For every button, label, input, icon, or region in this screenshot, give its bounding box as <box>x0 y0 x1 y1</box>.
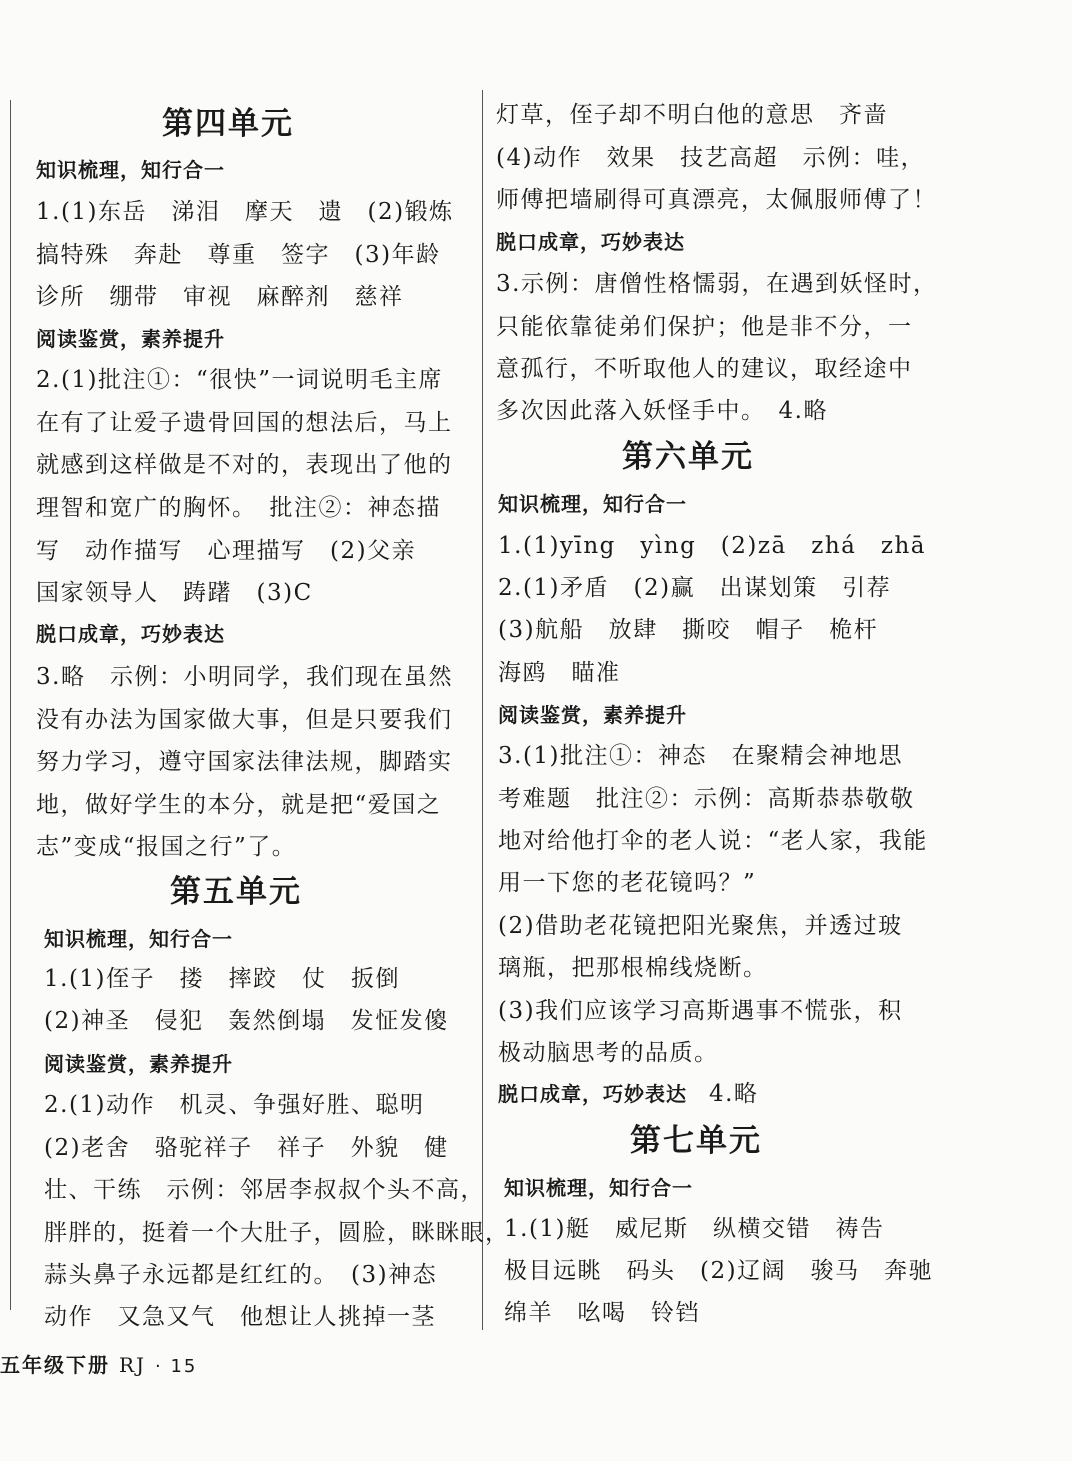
unit6-s1-line-4: 海鸥 瞄准 <box>498 660 621 686</box>
unit7-s1-line-3: 绵羊 吆喝 铃铛 <box>504 1300 700 1326</box>
unit6-s2-line-8: 极动脑思考的品质。 <box>498 1040 719 1066</box>
unit5-s1-line-2: (2)神圣 侵犯 轰然倒塌 发怔发傻 <box>44 1008 449 1034</box>
unit5-title: 第五单元 <box>170 874 302 910</box>
unit6-section3-title <box>498 1080 758 1108</box>
u5-cont-line-2: (4)动作 效果 技艺高超 示例：哇， <box>496 145 926 171</box>
unit4-title: 第四单元 <box>162 106 294 142</box>
unit6-s1-line-1: 1.(1)yīng yìng (2)zā zhá zhā <box>498 533 926 559</box>
unit4-s2-line-4: 理智和宽广的胸怀。 批注②：神态描 <box>36 495 441 521</box>
unit7-title: 第七单元 <box>630 1123 762 1159</box>
unit6-section3-label: 脱口成章，巧妙表达 <box>498 1082 687 1106</box>
unit4-s3-line-3: 努力学习，遵守国家法律法规，脚踏实 <box>36 749 453 775</box>
unit6-s2-line-3: 地对给他打伞的老人说：“老人家，我能 <box>498 828 928 854</box>
unit7-s1-line-1: 1.(1)艇 威尼斯 纵横交错 祷告 <box>504 1216 885 1242</box>
unit4-s1-line-1: 1.(1)东岳 涕泪 摩天 遗 (2)锻炼 <box>36 199 454 225</box>
unit6-s2-line-5: (2)借助老花镜把阳光聚焦，并透过玻 <box>498 913 903 939</box>
unit4-s3-line-2: 没有办法为国家做大事，但是只要我们 <box>36 707 453 733</box>
unit4-section3-title: 脱口成章，巧妙表达 <box>36 622 225 646</box>
unit5-section1-title: 知识梳理，知行合一 <box>44 927 233 951</box>
unit4-s2-line-6: 国家领导人 踌躇 (3)C <box>36 580 313 606</box>
unit4-section1-title: 知识梳理，知行合一 <box>36 158 225 182</box>
unit5-s2-line-3: 壮、干练 示例：邻居李叔叔个头不高， <box>44 1177 485 1203</box>
u5-s3-line-3: 意孤行，不听取他人的建议，取经途中 <box>496 356 913 382</box>
unit6-s2-line-4: 用一下您的老花镜吗？” <box>498 870 757 896</box>
unit6-s2-line-2: 考难题 批注②：示例：高斯恭恭敬敬 <box>498 786 915 812</box>
unit7-s1-line-2: 极目远眺 码头 (2)辽阔 骏马 奔驰 <box>504 1258 934 1284</box>
unit5-s2-line-1: 2.(1)动作 机灵、争强好胜、聪明 <box>44 1092 425 1118</box>
unit4-s2-line-1: 2.(1)批注①：“很快”一词说明毛主席 <box>36 367 444 393</box>
unit4-s1-line-3: 诊所 绷带 审视 麻醉剂 慈祥 <box>36 284 404 310</box>
unit6-section3-answer: 4.略 <box>708 1081 759 1107</box>
u5-s3-line-2: 只能依靠徒弟们保护；他是非不分，一 <box>496 314 913 340</box>
unit4-s2-line-2: 在有了让爱子遗骨回国的想法后，马上 <box>36 410 453 436</box>
left-margin-rule <box>10 100 11 1310</box>
unit6-title: 第六单元 <box>622 439 754 475</box>
u5-s3-line-4: 多次因此落入妖怪手中。 4.略 <box>496 398 828 424</box>
footer-grade: 五年级下册 <box>0 1353 110 1377</box>
unit4-s3-line-5: 志”变成“报国之行”了。 <box>36 834 297 860</box>
unit6-s1-line-2: 2.(1)矛盾 (2)赢 出谋划策 引荐 <box>498 575 892 601</box>
unit5-section3-title: 脱口成章，巧妙表达 <box>496 230 685 254</box>
u5-cont-line-3: 师傅把墙刷得可真漂亮，太佩服师傅了！ <box>496 187 937 213</box>
column-divider <box>482 90 483 1330</box>
page-footer <box>0 1352 197 1380</box>
unit4-s2-line-3: 就感到这样做是不对的，表现出了他的 <box>36 452 453 478</box>
u5-s3-line-1: 3.示例：唐僧性格懦弱，在遇到妖怪时， <box>496 271 938 297</box>
unit6-section2-title: 阅读鉴赏，素养提升 <box>498 703 687 727</box>
unit4-s3-line-4: 地，做好学生的本分，就是把“爱国之 <box>36 792 442 818</box>
unit4-s2-line-5: 写 动作描写 心理描写 (2)父亲 <box>36 538 417 564</box>
unit5-s1-line-1: 1.(1)侄子 搂 摔跤 仗 扳倒 <box>44 966 401 992</box>
unit6-s1-line-3: (3)航船 放肆 撕咬 帽子 桅杆 <box>498 617 879 643</box>
unit5-s2-line-4: 胖胖的，挺着一个大肚子，圆脸，眯眯眼， <box>44 1220 510 1246</box>
unit5-s2-line-2: (2)老舍 骆驼祥子 祥子 外貌 健 <box>44 1135 449 1161</box>
unit5-s2-line-6: 动作 又急又气 他想让人挑掉一茎 <box>44 1304 436 1330</box>
unit6-s2-line-6: 璃瓶，把那根棉线烧断。 <box>498 955 768 981</box>
u5-cont-line-1: 灯草，侄子却不明白他的意思 齐啬 <box>496 102 888 128</box>
unit6-s2-line-1: 3.(1)批注①：神态 在聚精会神地思 <box>498 743 904 769</box>
page-number: · 15 <box>155 1356 198 1377</box>
footer-edition: RJ <box>118 1353 147 1377</box>
unit7-section1-title: 知识梳理，知行合一 <box>504 1176 693 1200</box>
unit4-s3-line-1: 3.略 示例：小明同学，我们现在虽然 <box>36 664 453 690</box>
unit4-s1-line-2: 搞特殊 奔赴 尊重 签字 (3)年龄 <box>36 242 441 268</box>
unit4-section2-title: 阅读鉴赏，素养提升 <box>36 327 225 351</box>
unit6-s2-line-7: (3)我们应该学习高斯遇事不慌张，积 <box>498 998 903 1024</box>
unit5-s2-line-5: 蒜头鼻子永远都是红红的。 (3)神态 <box>44 1262 438 1288</box>
unit5-section2-title: 阅读鉴赏，素养提升 <box>44 1052 233 1076</box>
unit6-section1-title: 知识梳理，知行合一 <box>498 492 687 516</box>
